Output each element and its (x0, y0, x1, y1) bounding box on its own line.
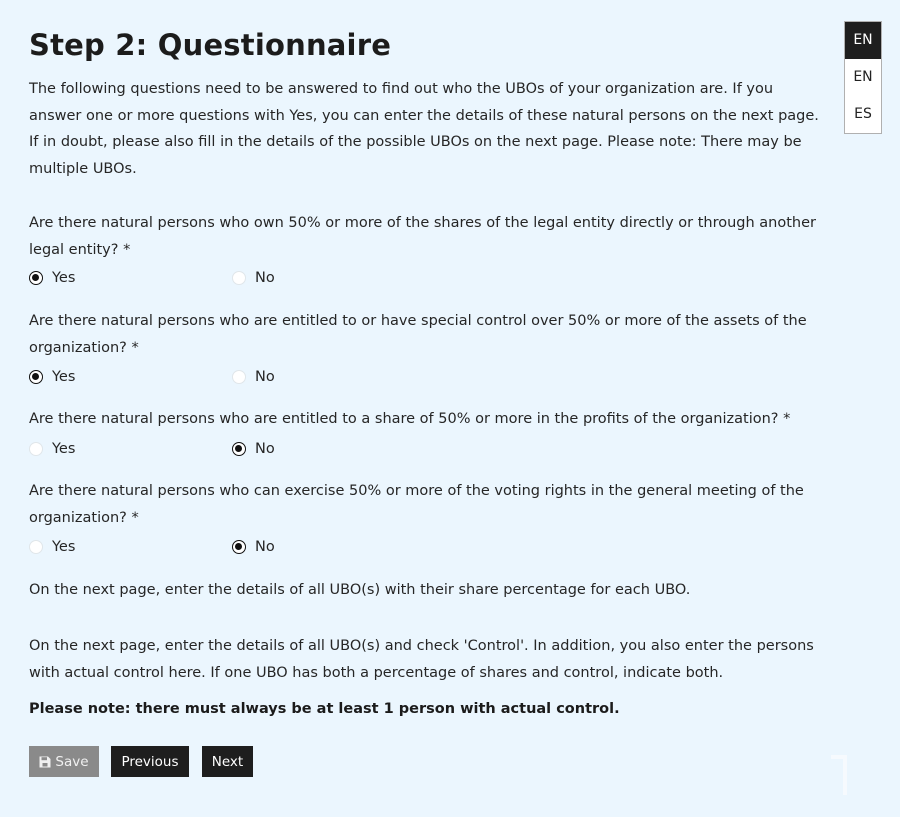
radio-circle[interactable] (29, 540, 43, 554)
radio-label-yes: Yes (52, 441, 76, 457)
radio-label-yes: Yes (52, 369, 76, 385)
radio-circle[interactable] (29, 370, 43, 384)
question-1-yes-radio[interactable] (29, 270, 75, 286)
decorative-mark-icon (829, 753, 851, 797)
previous-button[interactable]: Previous (111, 746, 189, 777)
radio-circle[interactable] (29, 442, 43, 456)
question-1-no-radio[interactable] (232, 270, 275, 286)
floppy-disk-icon (39, 756, 51, 768)
radio-label-yes: Yes (52, 270, 76, 286)
question-4-yes-radio[interactable] (29, 539, 75, 555)
question-1-options (29, 270, 429, 290)
warning-note: Please note: there must always be at least 1 person with actual control. (29, 701, 620, 717)
language-option-en-active[interactable]: EN (845, 22, 881, 59)
question-1-text: Are there natural persons who own 50% or more of the shares of the legal entity directly or through another legal entity? * (29, 215, 816, 258)
radio-label-yes: Yes (52, 539, 76, 555)
save-button-label: Save (55, 753, 89, 770)
save-button[interactable] (29, 746, 99, 777)
language-switcher (844, 21, 882, 134)
question-2-options (29, 369, 429, 389)
question-4-no-radio[interactable] (232, 539, 275, 555)
question-2-no-radio[interactable] (232, 369, 275, 385)
radio-label-no: No (255, 369, 275, 385)
radio-circle[interactable] (232, 271, 246, 285)
language-option-es[interactable]: ES (854, 106, 872, 122)
page-title: Step 2: Questionnaire (29, 28, 392, 62)
language-option-en[interactable]: EN (853, 69, 873, 85)
radio-label-no: No (255, 270, 275, 286)
radio-label-no: No (255, 539, 275, 555)
radio-circle[interactable] (232, 370, 246, 384)
question-3-text: Are there natural persons who are entitled to a share of 50% or more in the profits of the organization? * (29, 411, 791, 427)
question-4-text: Are there natural persons who can exercise 50% or more of the voting rights in the general meeting of the organization? * (29, 483, 804, 526)
question-2-yes-radio[interactable] (29, 369, 75, 385)
question-4-options (29, 539, 429, 559)
intro-text: The following questions need to be answered to find out who the UBOs of your organization are. If you answer one or more questions with Yes, you can enter the details of these natural persons on the next page. If in doubt, please also fill in the details of the possible UBOs on the next page. Please note: There may be multiple UBOs. (29, 81, 819, 177)
question-2-text: Are there natural persons who are entitled to or have special control over 50% or more of the assets of the organization? * (29, 313, 807, 356)
question-3-yes-radio[interactable] (29, 441, 75, 457)
radio-label-no: No (255, 441, 275, 457)
question-3-options (29, 441, 429, 461)
question-3-no-radio[interactable] (232, 441, 275, 457)
next-button[interactable]: Next (202, 746, 253, 777)
radio-circle[interactable] (232, 540, 246, 554)
control-note: On the next page, enter the details of all UBO(s) and check 'Control'. In addition, you also enter the persons with actual control here. If one UBO has both a percentage of shares and control, indicate both. (29, 638, 814, 681)
radio-circle[interactable] (29, 271, 43, 285)
radio-circle[interactable] (232, 442, 246, 456)
shares-note: On the next page, enter the details of all UBO(s) with their share percentage for each UBO. (29, 582, 691, 598)
